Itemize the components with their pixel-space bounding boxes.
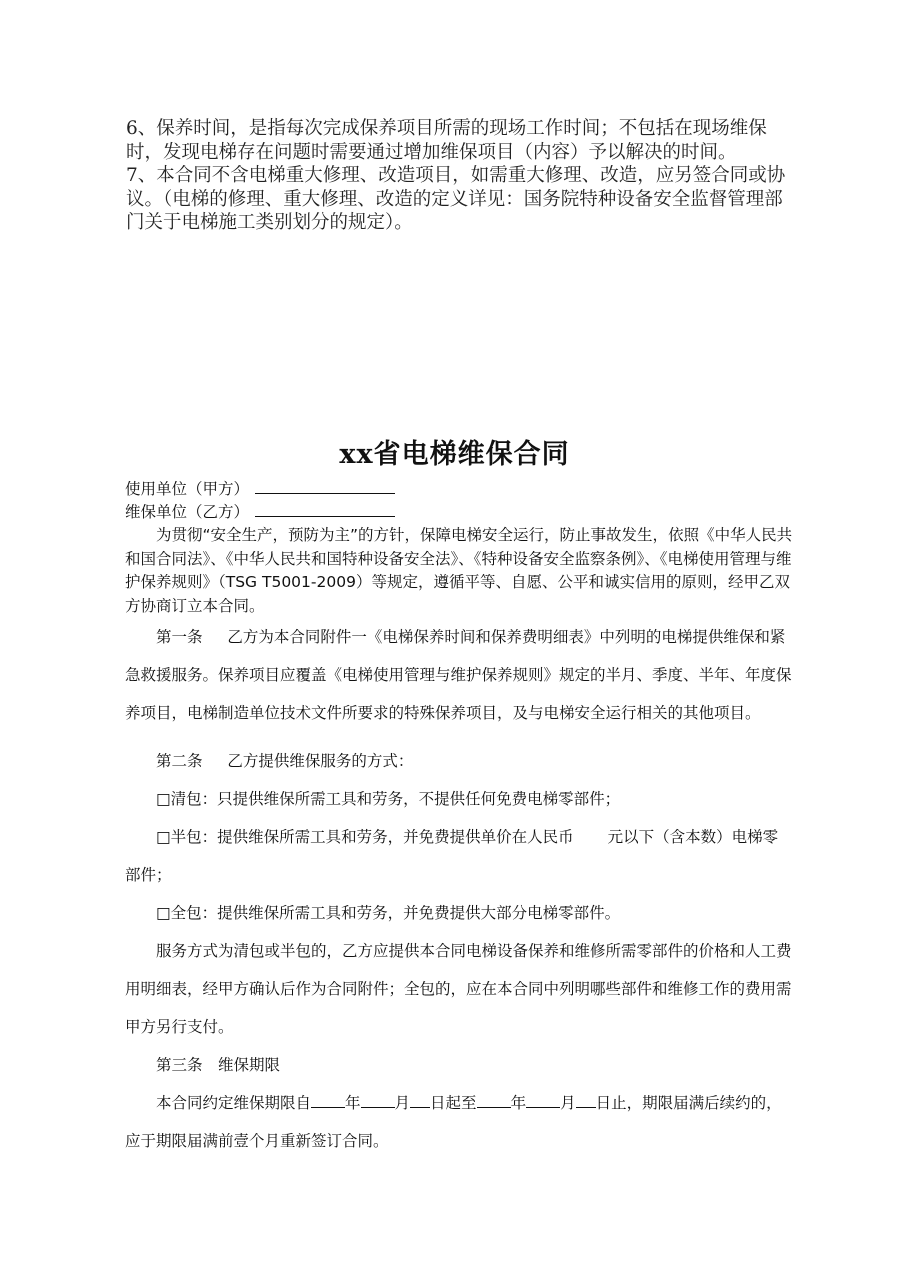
day-to-label: 日止，期限届满后续约的，应于期限届满前壹个月重新签订合同。 (125, 1094, 782, 1150)
article-2-heading: 第二条 (156, 752, 203, 770)
year-label-2: 年 (510, 1094, 527, 1112)
preamble: 为贯彻“安全生产，预防为主”的方针，保障电梯安全运行，防止事故发生，依照《中华人民共和国合同法》、《中华人民共和国特种设备安全法》、《特种设备安全监察条例》、《电梯使用管理与维护保养规则》（TSG T5001-2009）等规定，遵循平等、自愿、公平和诚实信用的原则，经甲乙双方协商订立本合同。 (125, 526, 793, 615)
option-banbao-text-b: 元以下（含本数）电梯零部件； (125, 828, 779, 884)
option-banbao (125, 818, 793, 894)
period-text-a: 本合同约定维保期限自 (156, 1094, 312, 1112)
party-b-label: 维保单位（乙方） (125, 503, 250, 521)
party-b-blank (255, 502, 395, 517)
end-year-blank (477, 1093, 511, 1108)
article-2-text: 乙方提供维保服务的方式： (227, 752, 414, 770)
article-3-text: 维保期限 (218, 1056, 281, 1074)
month-label-1: 月 (394, 1094, 411, 1112)
option-qingbao: □清包：只提供维保所需工具和劳务，不提供任何免费电梯零部件； (156, 790, 621, 808)
article-3 (125, 1046, 793, 1084)
party-a-line (125, 478, 793, 501)
end-month-blank (526, 1093, 560, 1108)
option-banbao-text-a: □半包：提供维保所需工具和劳务，并免费提供单价在人民币 (156, 828, 574, 846)
note-6: 6、保养时间，是指每次完成保养项目所需的现场工作时间；不包括在现场维保时，发现电梯存在问题时需要通过增加维保项目（内容）予以解决的时间。 (126, 118, 767, 163)
end-day-blank (576, 1093, 596, 1108)
contract-title: xx省电梯维保合同 (339, 439, 570, 470)
year-label-1: 年 (345, 1094, 361, 1112)
start-year-blank (311, 1093, 345, 1108)
day-from-label: 日起至 (430, 1094, 477, 1112)
party-a-blank (255, 479, 395, 494)
article-1 (125, 618, 793, 732)
party-a-label: 使用单位（甲方） (125, 480, 250, 498)
article-3-heading: 第三条 (156, 1056, 203, 1074)
price-blank (574, 828, 608, 842)
option-quanbao: □全包：提供维保所需工具和劳务，并免费提供大部分电梯零部件。 (156, 904, 621, 922)
article-3-period (125, 1084, 793, 1160)
start-month-blank (361, 1093, 395, 1108)
contract-body (125, 478, 793, 1160)
article-2-note: 服务方式为清包或半包的，乙方应提供本合同电梯设备保养和维修所需零部件的价格和人工费用明细表，经甲方确认后作为合同附件；全包的，应在本合同中列明哪些部件和维修工作的费用需甲方另行支付。 (125, 942, 792, 1036)
article-1-heading: 第一条 (156, 628, 203, 646)
note-7: 7、本合同不含电梯重大修理、改造项目，如需重大修理、改造，应另签合同或协议。（电梯的修理、重大修理、改造的定义详见：国务院特种设备安全监督管理部门关于电梯施工类别划分的规定）。 (126, 165, 786, 233)
notes-section (126, 117, 786, 235)
article-1-text: 乙方为本合同附件一《电梯保养时间和保养费明细表》中列明的电梯提供维保和紧急救援服务。保养项目应覆盖《电梯使用管理与维护保养规则》规定的半月、季度、半年、年度保养项目，电梯制造单位技术文件所要求的特殊保养项目，及与电梯安全运行相关的其他项目。 (125, 628, 792, 722)
month-label-2: 月 (560, 1094, 576, 1112)
start-day-blank (410, 1093, 430, 1108)
party-b-line (125, 501, 793, 524)
article-2 (125, 742, 793, 780)
